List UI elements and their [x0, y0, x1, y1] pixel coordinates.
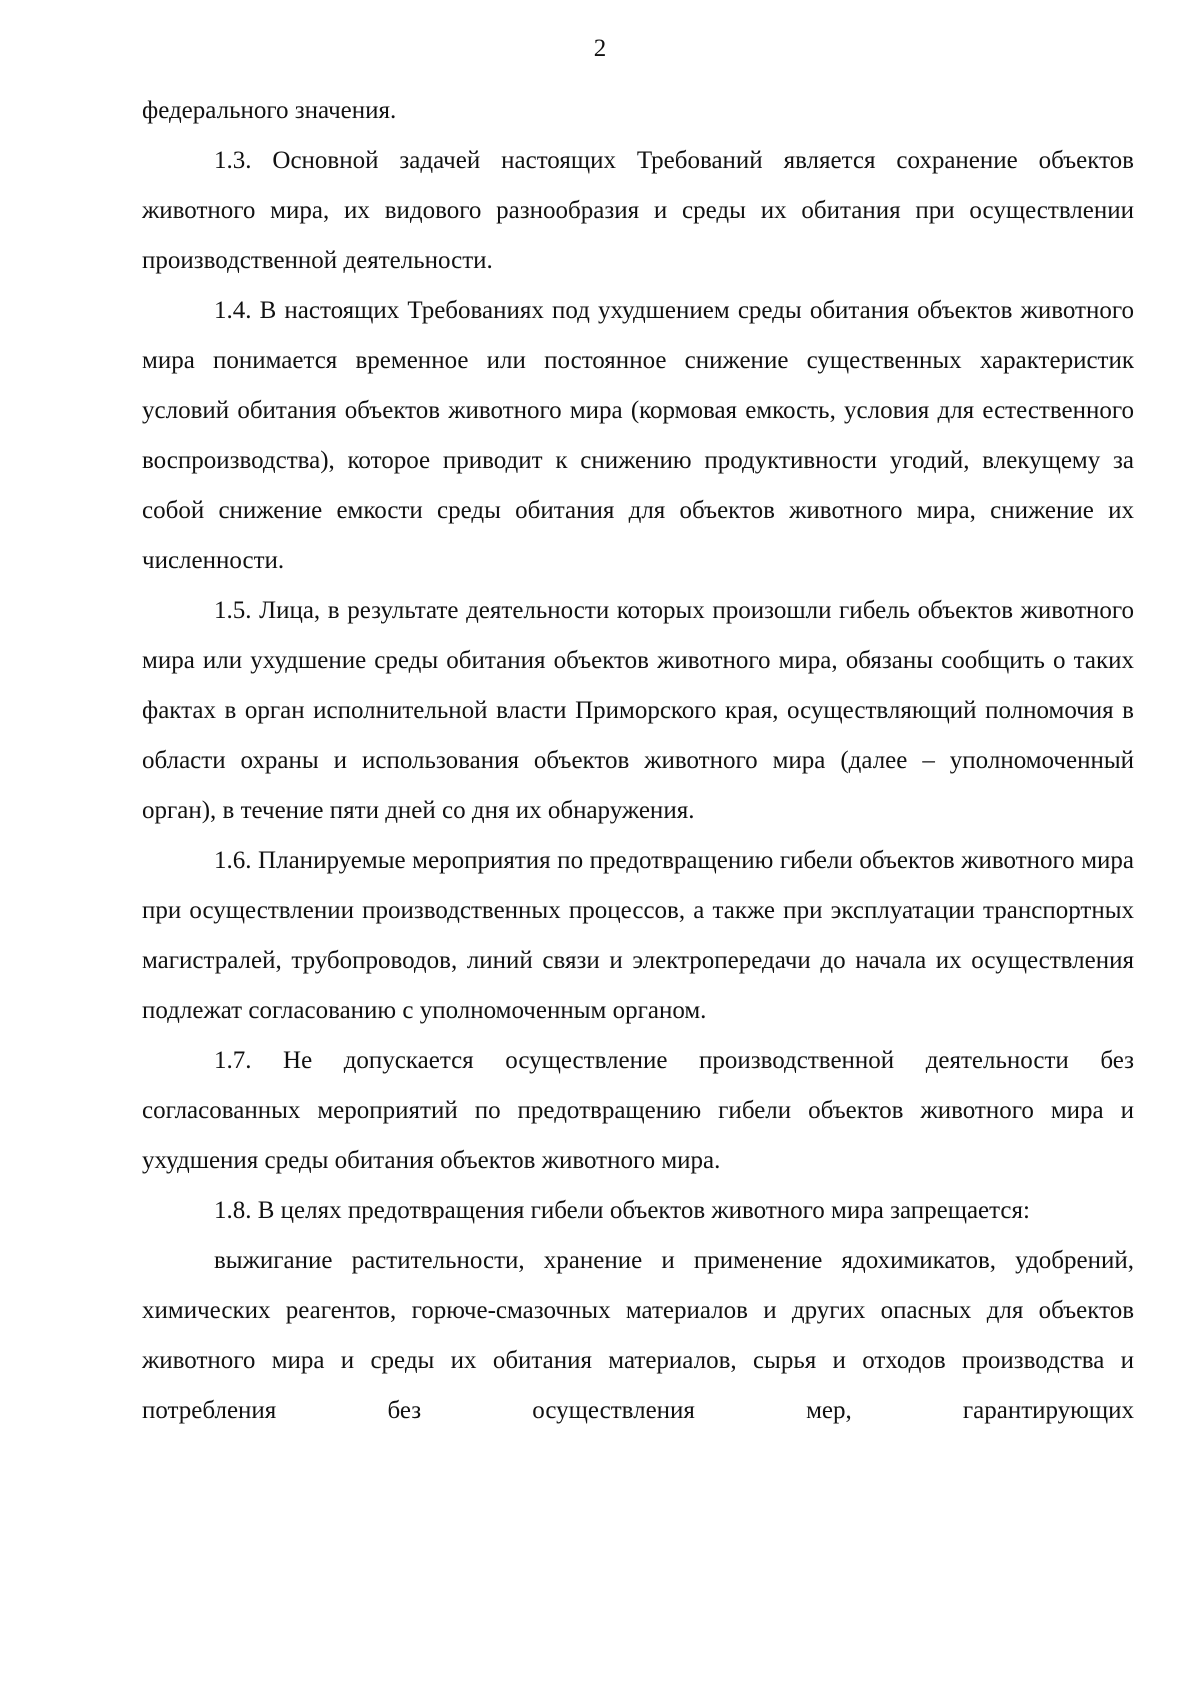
paragraph-1-3: 1.3. Основной задачей настоящих Требований является сохранение объектов животного мира, их видового разнообразия и среды их обитания при осуществлении производственной деятельности.	[142, 147, 1134, 274]
paragraph-1-7: 1.7. Не допускается осуществление производственной деятельности без согласованных мероприятий по предотвращению гибели объектов животного мира и ухудшения среды обитания объектов животного мира.	[142, 1047, 1134, 1174]
paragraph-1-4: 1.4. В настоящих Требованиях под ухудшением среды обитания объектов животного мира понимается временное или постоянное снижение существенных характеристик условий обитания объектов животного мира (кормовая емкость, условия для естественного воспроизводства), которое приводит к снижению продуктивности угодий, влекущему за собой снижение емкости среды обитания для объектов животного мира, снижение их численности.	[142, 297, 1134, 574]
document-body	[142, 86, 1134, 1436]
paragraph-1-6: 1.6. Планируемые мероприятия по предотвращению гибели объектов животного мира при осуществлении производственных процессов, а также при эксплуатации транспортных магистралей, трубопроводов, линий связи и электропередачи до начала их осуществления подлежат согласованию с уполномоченным органом.	[142, 847, 1134, 1024]
page-number: 2	[593, 35, 607, 62]
paragraph-1-8: 1.8. В целях предотвращения гибели объектов животного мира запрещается:	[214, 1197, 1030, 1224]
paragraph-continuation: федерального значения.	[142, 97, 397, 124]
paragraph-prohibition-item: выжигание растительности, хранение и применение ядохимикатов, удобрений, химических реагентов, горюче-смазочных материалов и других опасных для объектов животного мира и среды их обитания материалов, сырья и отходов производства и потребления без осуществления мер, гарантирующих	[142, 1247, 1134, 1424]
paragraph-1-5: 1.5. Лица, в результате деятельности которых произошли гибель объектов животного мира или ухудшение среды обитания объектов животного мира, обязаны сообщить о таких фактах в орган исполнительной власти Приморского края, осуществляющий полномочия в области охраны и использования объектов животного мира (далее – уполномоченный орган), в течение пяти дней со дня их обнаружения.	[142, 597, 1134, 824]
